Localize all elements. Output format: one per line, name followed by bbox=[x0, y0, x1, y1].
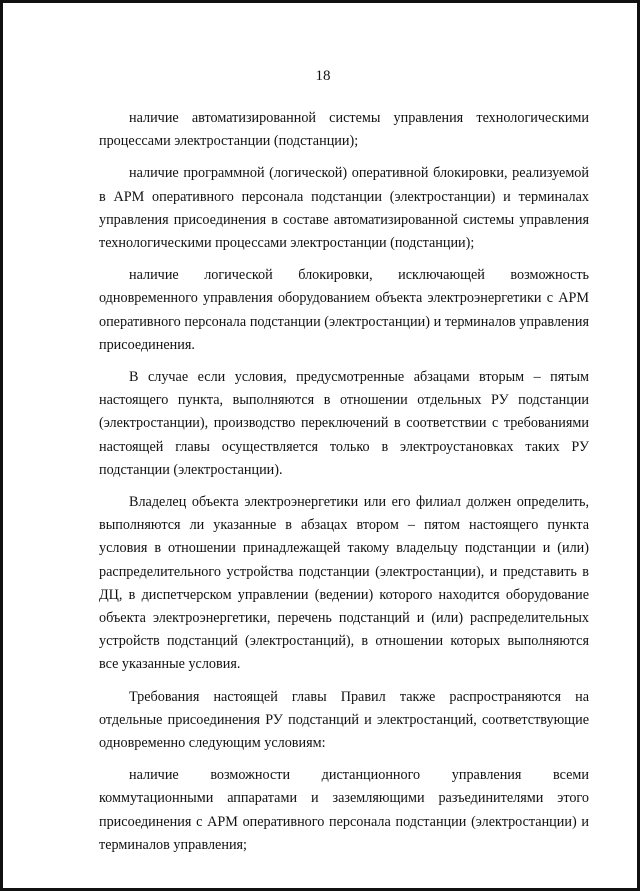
paragraph: Требования настоящей главы Правил также распространяются на отдельные присоединения РУ подстанций и электростанций, соответствующие одновременно следующим условиям: bbox=[99, 688, 589, 752]
page-number: 18 bbox=[315, 68, 331, 84]
paragraph: наличие логической блокировки, исключающей возможность одновременного управления оборудованием объекта электроэнергетики с АРМ оперативного персонала подстанции (электростанции) и терминалов управления присоединения. bbox=[99, 267, 589, 353]
paragraph: В случае если условия, предусмотренные абзацами вторым – пятым настоящего пункта, выполняются в отношении отдельных РУ подстанции (электростанции), производство переключений в соответствии с требованиями настоящей главы осуществляется только в электроустановках таких РУ подстанции (электростанции). bbox=[99, 369, 589, 478]
paragraph: наличие автоматизированной системы управления технологическими процессами электростанции (подстанции); bbox=[99, 110, 589, 150]
paragraph: наличие возможности дистанционного управления всеми коммутационными аппаратами и заземляющими разъединителями этого присоединения с АРМ оперативного персонала подстанции (электростанции) и терминалов управления; bbox=[99, 767, 589, 853]
paragraph: Владелец объекта электроэнергетики или его филиал должен определить, выполняются ли указанные в абзацах втором – пятом настоящего пункта условия в отношении принадлежащей такому владельцу подстанции и (или) распределительного устройства подстанции (электростанции), и представить в ДЦ, в диспетчерском управлении (ведении) которого находится оборудование объекта электроэнергетики, перечень подстанций и (или) распределительных устройств подстанций (электростанций), в отношении которых выполняются все указанные условия. bbox=[99, 494, 589, 673]
document-body bbox=[99, 107, 589, 866]
paragraph: наличие программной (логической) оперативной блокировки, реализуемой в АРМ оперативного персонала подстанции (электростанции) и терминалах управления присоединения в составе автоматизированной системы управления технологическими процессами электростанции (подстанции); bbox=[99, 165, 589, 252]
